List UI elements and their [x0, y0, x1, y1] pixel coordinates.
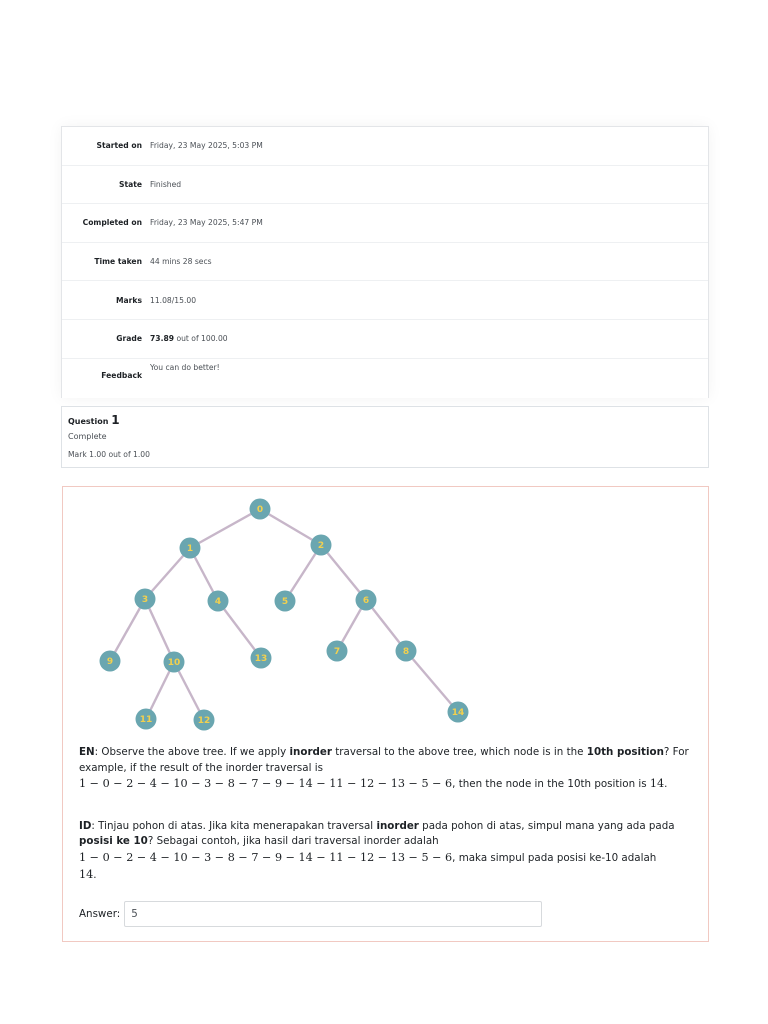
tree-node-1	[180, 538, 201, 559]
answer-input[interactable]	[124, 901, 542, 927]
math-sequence: 1 − 0 − 2 − 4 − 10 − 3 − 8 − 7 − 9 − 14 − 11 − 12 − 13 − 5 − 6	[79, 850, 453, 864]
summary-row-started	[62, 127, 708, 166]
tree-edge-2-6	[321, 545, 366, 600]
question-text-id	[79, 819, 699, 883]
tree-node-label: 1	[186, 544, 194, 555]
tree-node-0	[250, 499, 271, 520]
summary-value: Friday, 23 May 2025, 5:03 PM	[150, 141, 263, 151]
tree-node-10	[164, 652, 185, 673]
text-segment: traversal to the above tree, which node is in the	[331, 746, 587, 758]
tree-edge-0-1	[190, 509, 260, 548]
grade-out-of: out of 100.00	[176, 334, 228, 344]
summary-value: 44 mins 28 secs	[150, 257, 212, 267]
text-segment: : Observe the above tree. If we apply	[94, 746, 290, 758]
summary-row-completed	[62, 204, 708, 243]
tree-node-12	[194, 710, 215, 731]
tree-node-label: 6	[362, 596, 370, 607]
tree-node-14	[448, 702, 469, 723]
tree-node-9	[100, 651, 121, 672]
tree-edge-3-9	[110, 599, 145, 661]
tree-node-label: 11	[139, 715, 153, 726]
question-state: Complete	[68, 432, 107, 441]
math-answer: 14	[649, 777, 665, 791]
tree-edge-0-2	[260, 509, 321, 545]
answer-row	[79, 901, 542, 927]
tree-node-label: 0	[256, 505, 264, 516]
tree-node-6	[356, 590, 377, 611]
tree-node-label: 5	[281, 597, 289, 608]
tree-node-label: 7	[333, 647, 341, 658]
tree-node-7	[327, 641, 348, 662]
text-segment: ? Sebagai contoh, jika hasil dari traversal inorder adalah	[147, 835, 439, 848]
tree-edge-8-14	[406, 651, 458, 712]
summary-row-time-taken	[62, 243, 708, 282]
lang-tag-id: ID	[79, 819, 92, 832]
question-info	[61, 406, 709, 468]
tree-node-label: 12	[197, 716, 211, 727]
answer-value: 5	[131, 908, 138, 920]
text-bold: 10th position	[586, 746, 664, 758]
text-bold: inorder	[376, 819, 419, 832]
text-bold: inorder	[289, 746, 332, 758]
grade-value: 73.89	[150, 334, 175, 344]
summary-value	[150, 334, 228, 343]
tree-node-label: 4	[214, 597, 222, 608]
question-content	[62, 486, 709, 942]
question-prefix: Question	[68, 417, 109, 426]
text-segment: : Tinjau pohon di atas. Jika kita menerapakan traversal	[91, 819, 377, 832]
summary-label: Feedback	[101, 370, 142, 380]
summary-value: Friday, 23 May 2025, 5:47 PM	[150, 218, 263, 228]
tree-node-label: 13	[254, 654, 268, 665]
summary-label: State	[118, 179, 142, 189]
tree-node-3	[135, 589, 156, 610]
quiz-summary-table	[61, 126, 709, 398]
text-segment: .	[93, 868, 97, 881]
tree-node-label: 3	[141, 595, 149, 606]
tree-node-label: 8	[402, 647, 410, 658]
tree-node-11	[136, 709, 157, 730]
math-answer: 14	[79, 867, 94, 881]
text-segment: , then the node in the 10th position is	[452, 778, 650, 791]
text-segment: pada pohon di atas, simpul mana yang ada pada	[418, 819, 675, 832]
summary-row-feedback	[62, 359, 708, 398]
summary-label: Marks	[116, 295, 142, 305]
tree-node-5	[275, 591, 296, 612]
tree-edge-4-13	[218, 601, 261, 658]
summary-row-state	[62, 166, 708, 205]
text-bold: posisi ke 10	[79, 835, 148, 848]
math-sequence: 1 − 0 − 2 − 4 − 10 − 3 − 8 − 7 − 9 − 14 − 11 − 12 − 13 − 5 − 6	[79, 777, 453, 791]
tree-node-label: 14	[451, 708, 465, 719]
summary-row-grade	[62, 320, 708, 359]
tree-node-label: 9	[106, 657, 114, 668]
text-segment: ? For example, if the result of the inorder traversal is	[79, 746, 689, 774]
tree-node-label: 2	[317, 541, 325, 552]
summary-label: Grade	[116, 334, 142, 344]
question-text	[79, 745, 699, 898]
question-text-en	[79, 745, 699, 793]
answer-label: Answer:	[79, 908, 121, 920]
summary-value: 11.08/15.00	[150, 295, 197, 305]
summary-label: Time taken	[94, 257, 142, 267]
tree-node-8	[396, 641, 417, 662]
tree-node-13	[251, 648, 272, 669]
text-segment: , maka simpul pada posisi ke-10 adalah	[452, 851, 657, 864]
summary-row-marks	[62, 281, 708, 320]
question-grade: Mark 1.00 out of 1.00	[68, 450, 150, 459]
summary-label: Completed on	[82, 218, 142, 228]
summary-value: Finished	[150, 179, 182, 189]
tree-node-label: 10	[167, 658, 181, 669]
tree-node-2	[311, 535, 332, 556]
question-num: 1	[111, 413, 120, 427]
summary-label: Started on	[96, 141, 142, 151]
tree-node-4	[208, 591, 229, 612]
summary-value: You can do better!	[150, 362, 220, 372]
lang-tag-en: EN	[79, 746, 95, 758]
binary-tree-diagram	[63, 487, 710, 737]
question-number	[68, 413, 702, 427]
text-segment: .	[664, 778, 668, 791]
